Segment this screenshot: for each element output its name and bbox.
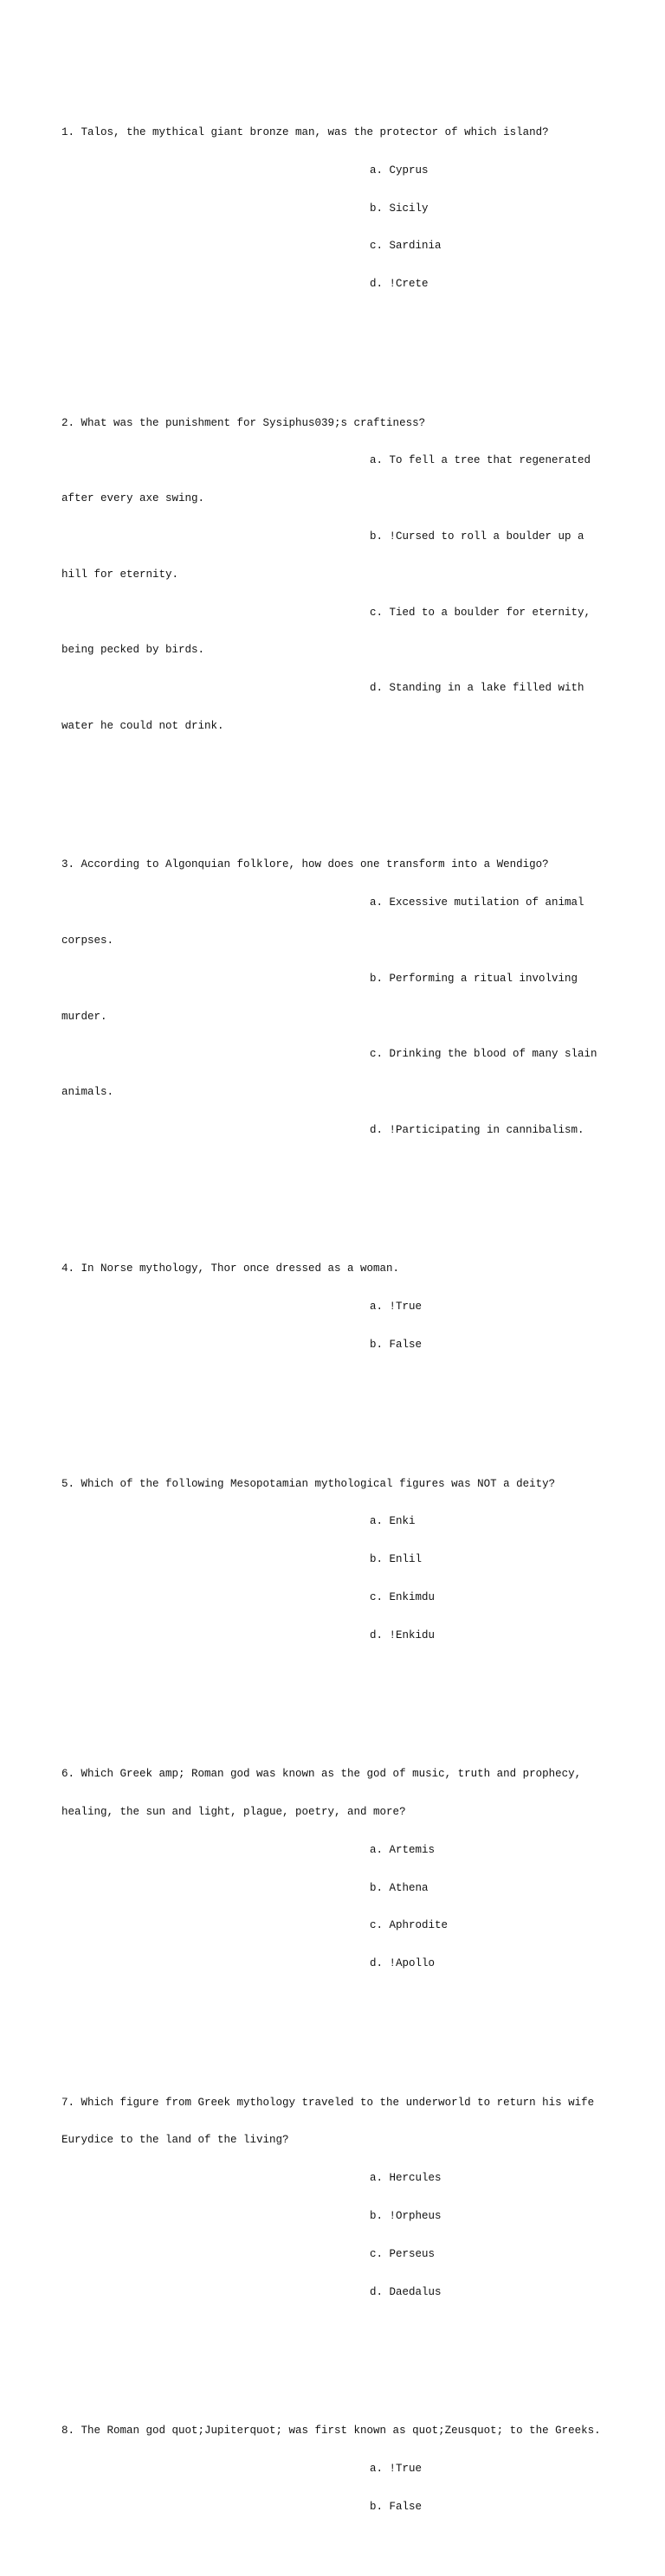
answer-option: c. Drinking the blood of many slain: [370, 1048, 597, 1061]
answer-option-continuation: corpses.: [61, 934, 114, 947]
question-text-continuation: healing, the sun and light, plague, poetry, and more?: [61, 1805, 406, 1818]
answer-option-continuation: animals.: [61, 1086, 114, 1099]
question-3: [61, 833, 624, 1161]
answer-option: b. !Orpheus: [370, 2209, 442, 2222]
answer-option: a. !True: [370, 2462, 423, 2475]
answer-option: b. Sicily: [370, 202, 429, 215]
answer-option: b. !Cursed to roll a boulder up a: [370, 530, 584, 543]
answer-option: d. !Enkidu: [370, 1628, 436, 1641]
answer-option: a. Artemis: [370, 1843, 436, 1856]
question-2: [61, 391, 624, 757]
answer-option: b. Athena: [370, 1881, 429, 1894]
answer-option-continuation: being pecked by birds.: [61, 644, 205, 657]
question-text: 6. Which Greek amp; Roman god was known as the god of music, truth and prophecy,: [61, 1768, 582, 1781]
answer-option: c. Perseus: [370, 2247, 436, 2260]
question-text: 2. What was the punishment for Sysiphus039;s craftiness?: [61, 416, 426, 429]
question-text: 3. According to Algonquian folklore, how does one transform into a Wendigo?: [61, 858, 549, 871]
answer-option: a. !True: [370, 1301, 423, 1314]
question-text: 1. Talos, the mythical giant bronze man, was the protector of which island?: [61, 125, 549, 138]
answer-option: c. Aphrodite: [370, 1919, 449, 1932]
answer-option: b. False: [370, 2500, 423, 2513]
question-text: 8. The Roman god quot;Jupiterquot; was first known as quot;Zeusquot; to the Greeks.: [61, 2425, 601, 2438]
answer-option: a. Hercules: [370, 2172, 442, 2185]
question-text-continuation: Eurydice to the land of the living?: [61, 2134, 289, 2147]
question-7: [61, 2071, 624, 2323]
answer-option: d. Daedalus: [370, 2285, 442, 2298]
answer-option-continuation: water he could not drink.: [61, 719, 224, 732]
answer-option: a. To fell a tree that regenerated: [370, 454, 591, 467]
question-5: [61, 1452, 624, 1667]
question-6: [61, 1743, 624, 1995]
answer-option: c. Enkimdu: [370, 1590, 436, 1603]
question-1: [61, 101, 624, 316]
question-text: 7. Which figure from Greek mythology traveled to the underworld to return his wife: [61, 2096, 595, 2109]
answer-option: a. Excessive mutilation of animal: [370, 896, 584, 909]
answer-option-continuation: after every axe swing.: [61, 492, 205, 505]
answer-option-continuation: hill for eternity.: [61, 568, 179, 581]
answer-option: b. Performing a ritual involving: [370, 972, 578, 985]
answer-option: d. !Participating in cannibalism.: [370, 1123, 584, 1136]
answer-option: a. Cyprus: [370, 164, 429, 177]
question-8: [61, 2399, 624, 2539]
answer-option: b. Enlil: [370, 1553, 423, 1566]
answer-option: a. Enki: [370, 1515, 416, 1528]
answer-option: d. Standing in a lake filled with: [370, 682, 584, 695]
question-4: [61, 1237, 624, 1377]
answer-option: c. Tied to a boulder for eternity,: [370, 606, 591, 619]
answer-option: c. Sardinia: [370, 240, 442, 253]
question-text: 5. Which of the following Mesopotamian mythological figures was NOT a deity?: [61, 1477, 556, 1490]
answer-option: d. !Apollo: [370, 1957, 436, 1970]
answer-option: b. False: [370, 1338, 423, 1351]
answer-option: d. !Crete: [370, 278, 429, 291]
answer-option-continuation: murder.: [61, 1010, 107, 1023]
question-text: 4. In Norse mythology, Thor once dressed as a woman.: [61, 1262, 400, 1275]
quiz-document: [61, 63, 624, 2576]
